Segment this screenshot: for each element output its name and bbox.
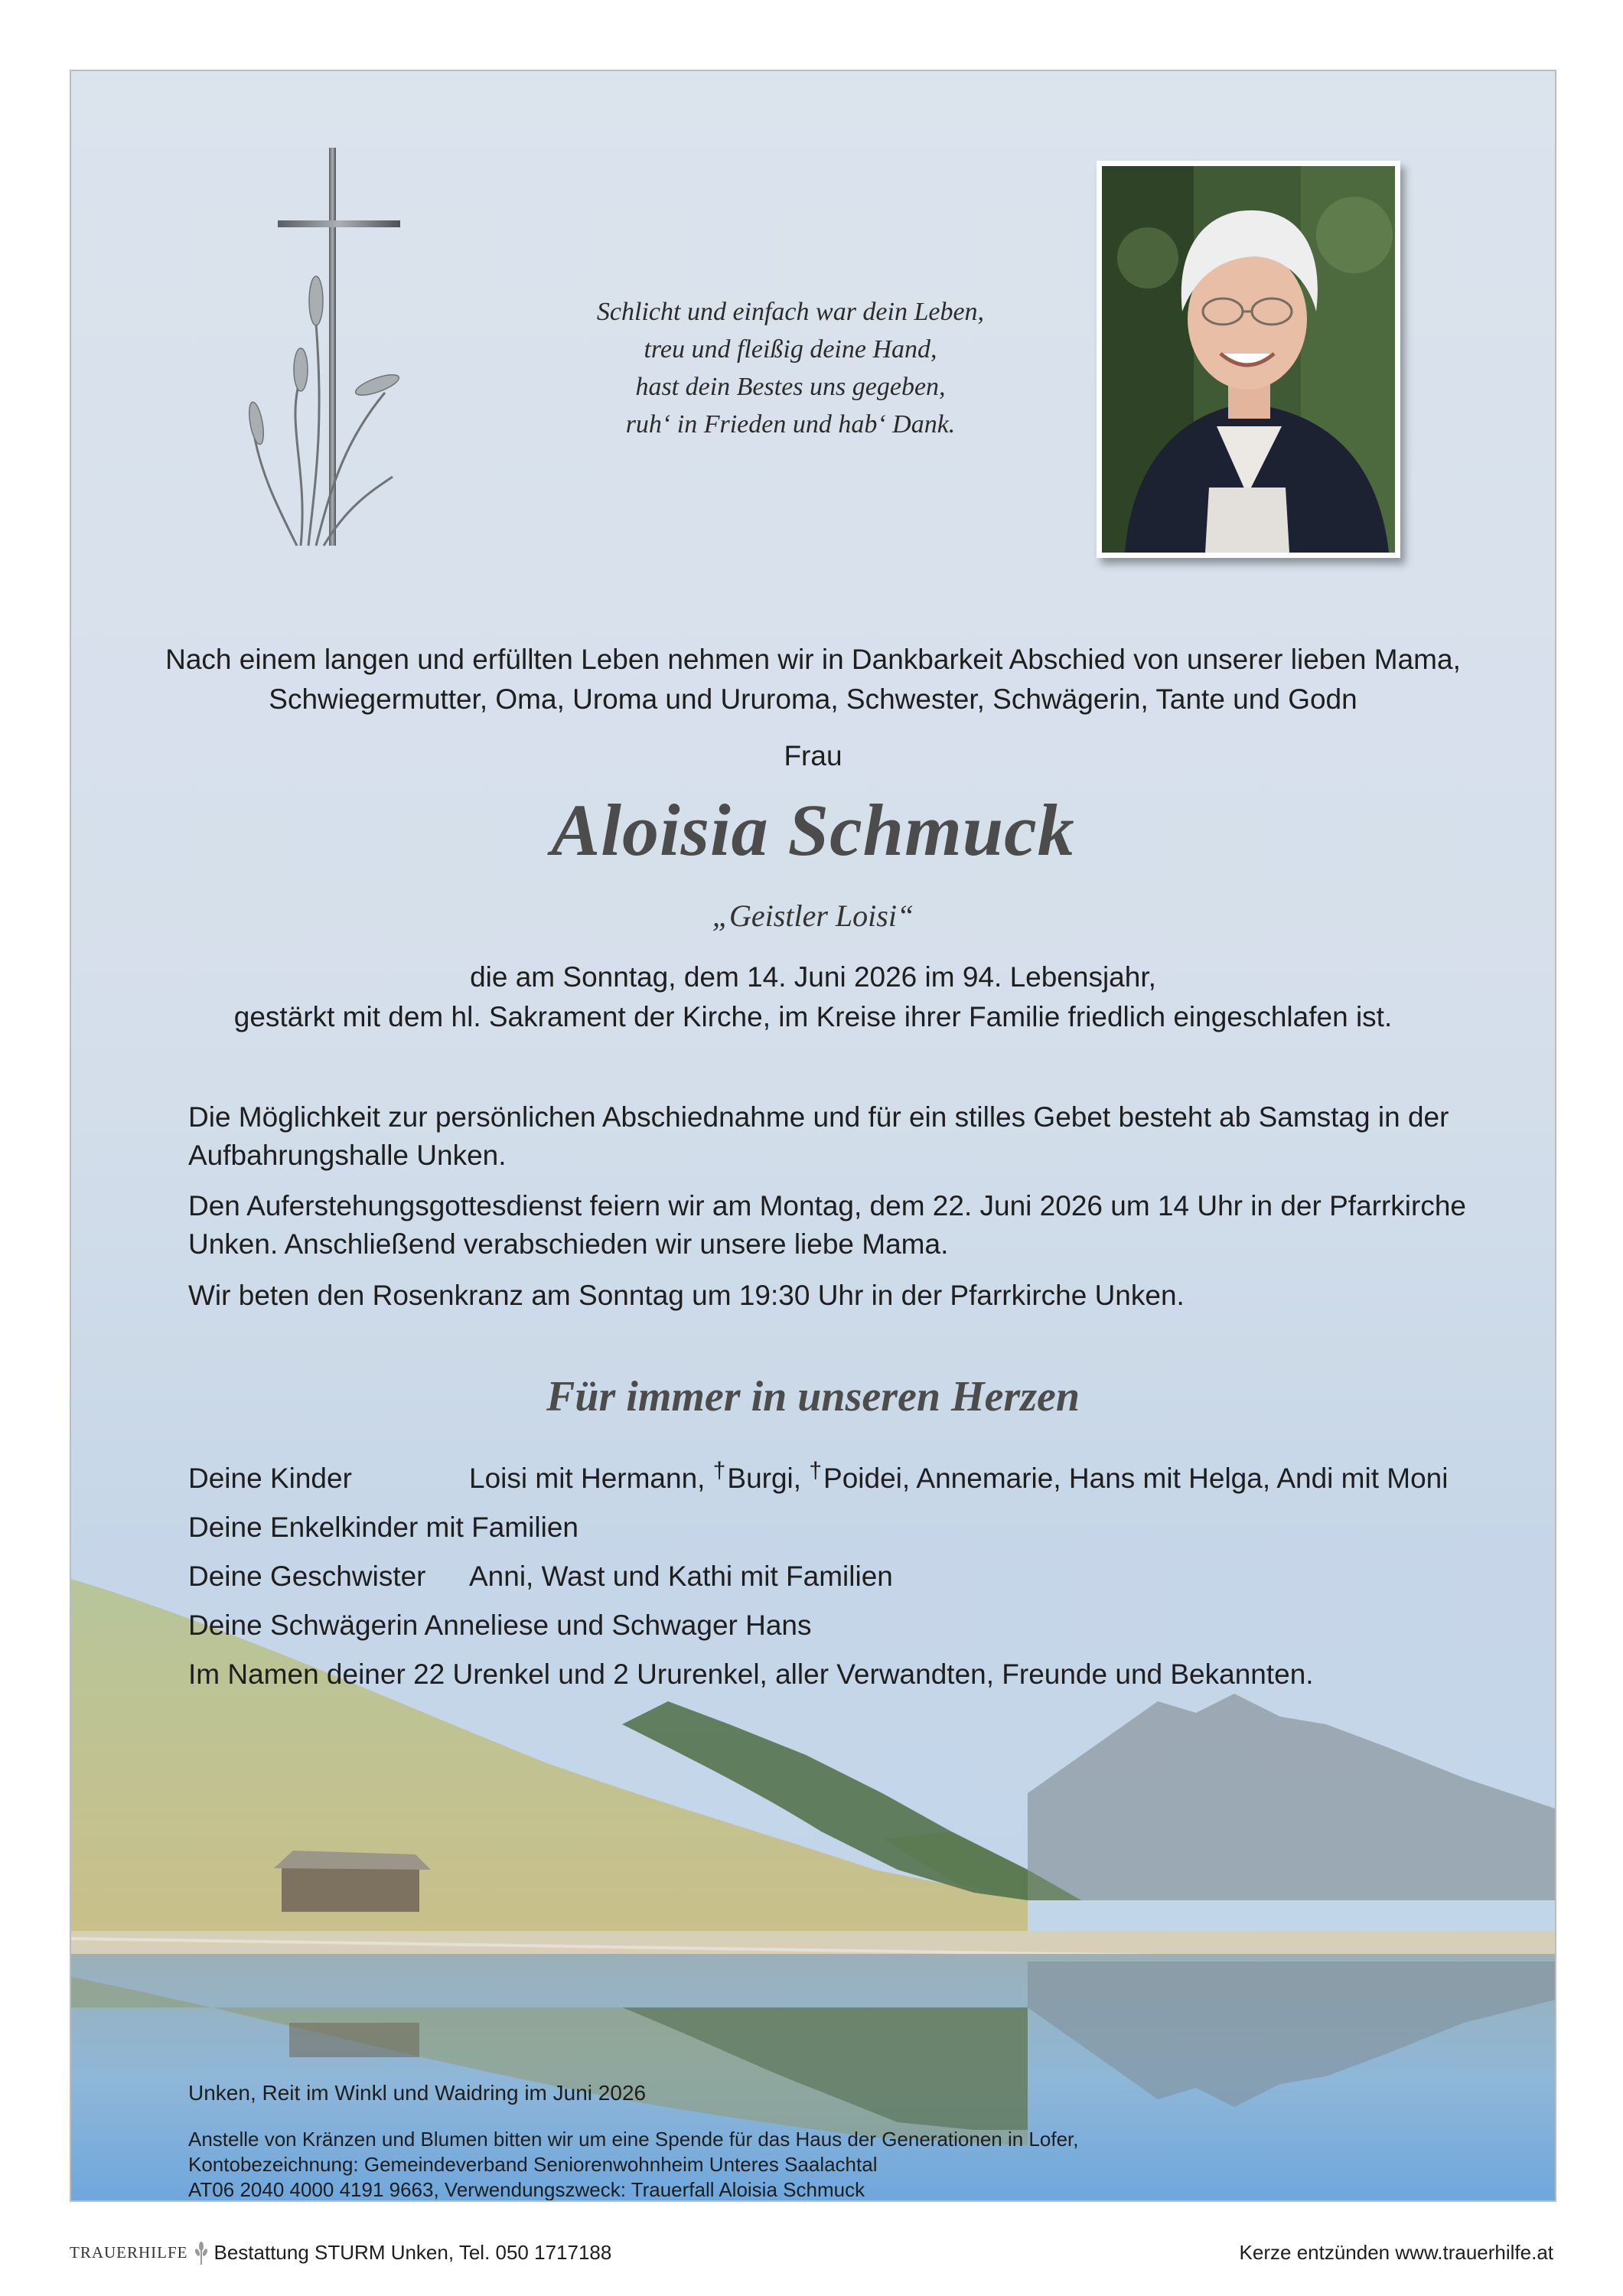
family-siblings — [188, 1561, 893, 1593]
donation-note — [188, 2127, 1079, 2202]
intro-line: Schwiegermutter, Oma, Uroma und Ururoma, Schwester, Schwägerin, Tante und Godn — [269, 683, 1357, 715]
obituary-card — [70, 70, 1556, 2202]
intro-line: Nach einem langen und erfüllten Leben nehmen wir in Dankbarkeit Abschied von unserer lieben Mama, — [165, 644, 1461, 675]
cross-wheat-icon — [232, 148, 400, 561]
children-names-c: Poidei, Annemarie, Hans mit Helga, Andi mit Moni — [823, 1463, 1449, 1494]
portrait-image — [1102, 166, 1395, 553]
funeral-service-info: Den Auferstehungsgottesdienst feiern wir am Montag, dem 22. Juni 2026 um 14 Uhr in der Pfarrkirche Unken. Anschließend verabschieden wir unsere liebe Mama. — [188, 1190, 1466, 1260]
family-in-laws: Deine Schwägerin Anneliese und Schwager Hans — [188, 1609, 812, 1641]
brand-logo: TRAUERHILFE — [70, 2243, 188, 2262]
poem — [454, 293, 1127, 443]
dagger-icon: † — [712, 1458, 726, 1483]
family-children — [188, 1458, 1449, 1495]
light-candle-link[interactable]: Kerze entzünden www.trauerhilfe.at — [1239, 2241, 1553, 2264]
portrait-photo — [1097, 161, 1400, 558]
memorial-heading: Für immer in unseren Herzen — [546, 1373, 1080, 1420]
farewell-info: Die Möglichkeit zur persönlichen Abschiednahme und für ein stilles Gebet besteht ab Samstag in der Aufbahrungshalle Unken. — [188, 1101, 1449, 1171]
poem-line: treu und fleißig deine Hand, — [644, 335, 937, 364]
rosary-info: Wir beten den Rosenkranz am Sonntag um 19:30 Uhr in der Pfarrkirche Unken. — [188, 1280, 1185, 1311]
children-names-b: Burgi, — [727, 1463, 810, 1494]
death-line: gestärkt mit dem hl. Sakrament der Kirche, im Kreise ihrer Familie friedlich eingeschlafen ist. — [233, 1001, 1393, 1032]
poem-line: ruh‘ in Frieden und hab‘ Dank. — [625, 410, 956, 439]
family-grandchildren: Deine Enkelkinder mit Familien — [188, 1512, 578, 1543]
poem-line: Schlicht und einfach war dein Leben, — [596, 298, 985, 326]
funeral-home-contact: Bestattung STURM Unken, Tel. 050 1717188 — [213, 2241, 612, 2264]
salutation: Frau — [784, 740, 842, 771]
donation-line: AT06 2040 4000 4191 9663, Verwendungszweck: Trauerfall Aloisia Schmuck — [188, 2178, 865, 2201]
family-label: Deine Kinder — [188, 1463, 352, 1494]
footer-funeral-home — [70, 2241, 611, 2265]
donation-line: Kontobezeichnung: Gemeindeverband Seniorenwohnheim Unteres Saalachtal — [188, 2153, 878, 2176]
nickname: „Geistler Loisi“ — [712, 899, 914, 933]
children-names-a: Loisi mit Hermann, — [469, 1463, 713, 1494]
place-date: Unken, Reit im Winkl und Waidring im Juni 2026 — [188, 2081, 647, 2105]
wheat-icon — [193, 2242, 210, 2265]
intro-text — [117, 640, 1509, 719]
donation-line: Anstelle von Kränzen und Blumen bitten wir um eine Spende für das Haus der Generationen in Lofer, — [188, 2128, 1079, 2151]
family-label: Deine Geschwister — [188, 1561, 426, 1592]
dagger-icon: † — [809, 1458, 823, 1483]
death-notice — [117, 957, 1509, 1037]
poem-line: hast dein Bestes uns gegeben, — [635, 373, 946, 401]
siblings-names: Anni, Wast und Kathi mit Familien — [469, 1561, 893, 1592]
family-closing: Im Namen deiner 22 Urenkel und 2 Ururenkel, aller Verwandten, Freunde und Bekannten. — [188, 1658, 1314, 1690]
death-line: die am Sonntag, dem 14. Juni 2026 im 94. Lebensjahr, — [470, 961, 1156, 993]
deceased-name: Aloisia Schmuck — [551, 789, 1075, 871]
